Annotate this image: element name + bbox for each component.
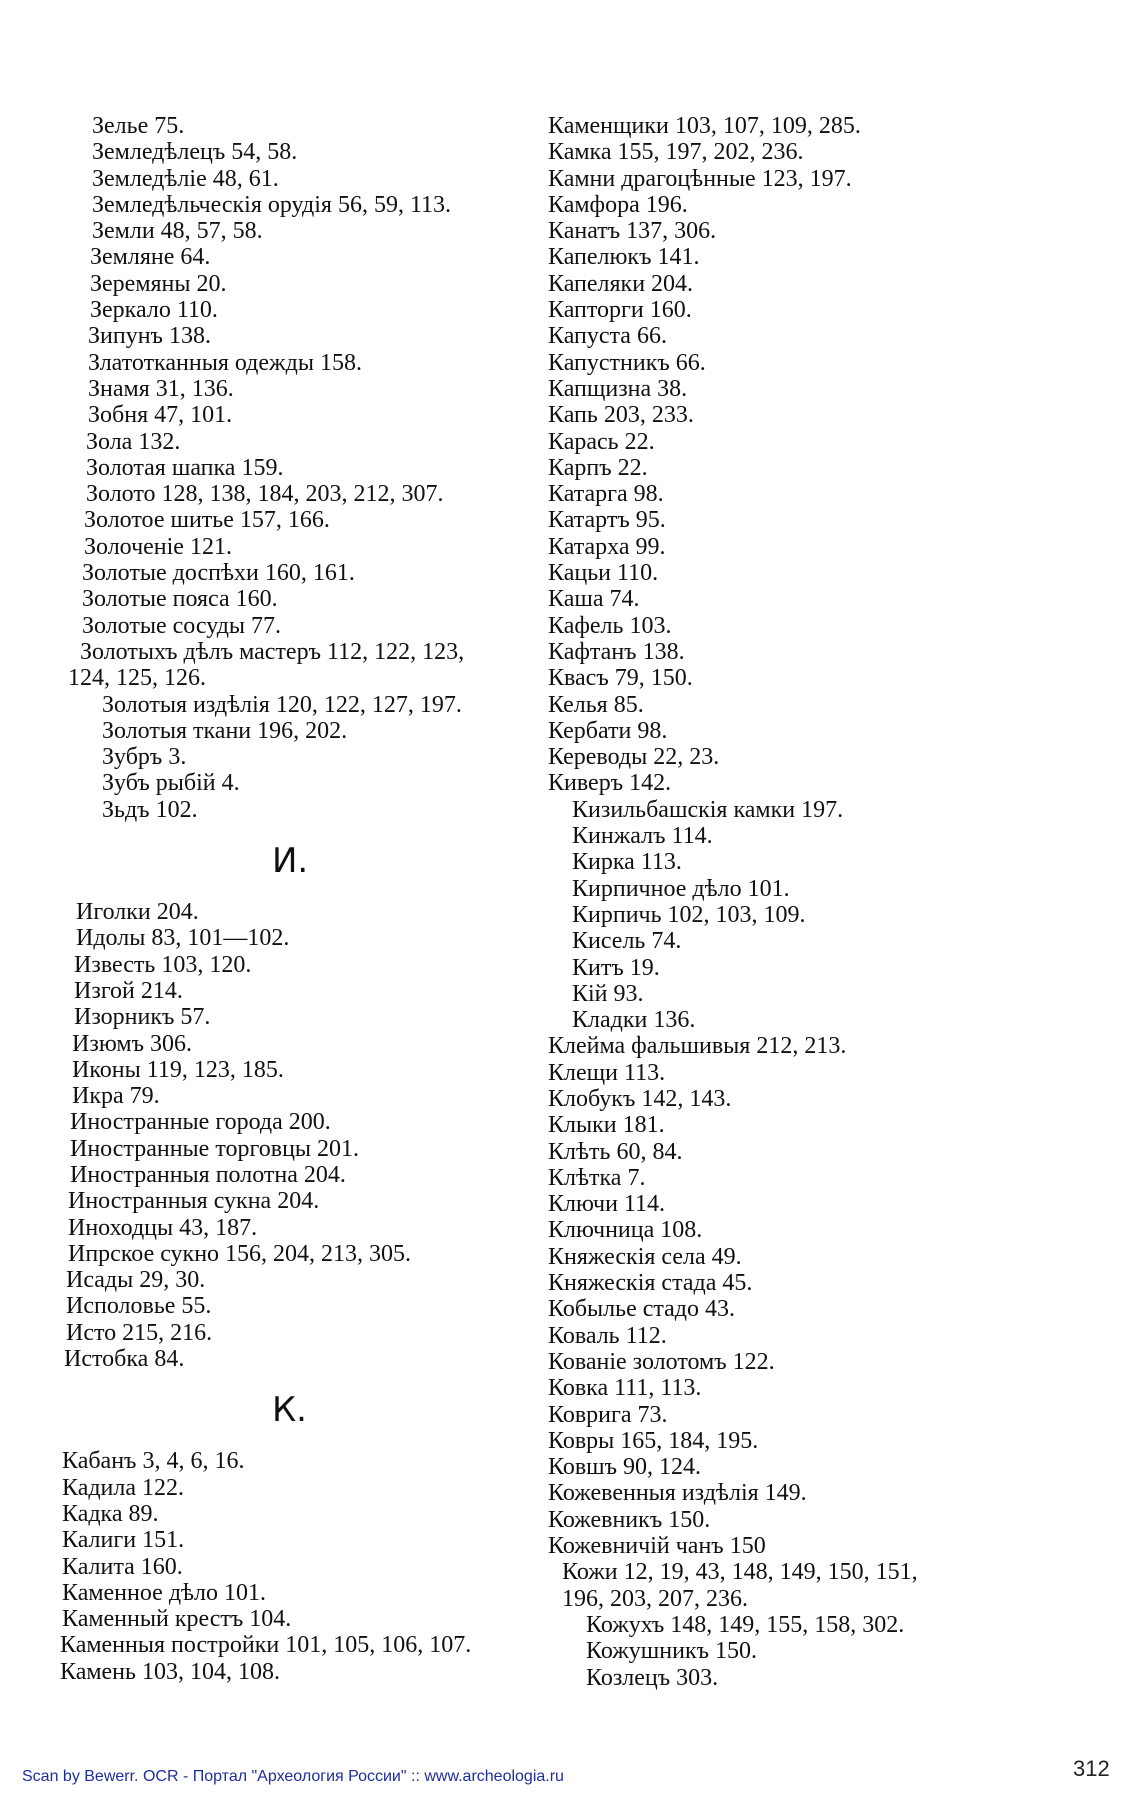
index-entry: Камень 103, 104, 108. [60, 1658, 280, 1685]
page-number: 312 [1073, 1756, 1110, 1781]
index-entry: Золоченіе 121. [84, 533, 232, 560]
index-entry: Кирпичь 102, 103, 109. [572, 901, 806, 928]
index-entry: Капторги 160. [548, 297, 692, 324]
index-entry: Зеремяны 20. [90, 270, 227, 297]
index-entry: Земляне 64. [90, 244, 211, 271]
index-entry: Зубръ 3. [102, 744, 187, 771]
index-entry: Калиги 151. [62, 1527, 185, 1554]
index-entry: Капелюкъ 141. [548, 244, 700, 271]
index-entry: Кадка 89. [62, 1500, 159, 1527]
index-entry: Калита 160. [62, 1553, 183, 1580]
index-entry: Кладки 136. [572, 1007, 696, 1034]
index-entry: Каменщики 103, 107, 109, 285. [548, 113, 861, 139]
index-entry: Ковры 165, 184, 195. [548, 1427, 759, 1454]
index-entry: Зелье 75. [92, 113, 185, 139]
index-entry: Икра 79. [72, 1083, 160, 1110]
index-entry: Златотканныя одежды 158. [88, 349, 362, 376]
index-entry: Истобка 84. [64, 1346, 185, 1373]
index-entry: Знамя 31, 136. [88, 375, 234, 402]
index-entry: Изорникъ 57. [74, 1004, 211, 1031]
index-entry: Кисель 74. [572, 928, 682, 955]
index-entry: Каменныя постройки 101, 105, 106, 107. [60, 1632, 472, 1659]
index-entry: Кафель 103. [548, 612, 672, 639]
index-entry: Зипунъ 138. [88, 323, 211, 350]
index-entry: Кожевникъ 150. [548, 1506, 711, 1533]
index-entry: Кизильбашскія камки 197. [572, 796, 844, 823]
index-entry: Исполовье 55. [66, 1293, 212, 1320]
index-entry: Золотая шапка 159. [86, 454, 284, 481]
index-column-right [548, 113, 1108, 1691]
index-entry: Клѣтка 7. [548, 1164, 646, 1191]
index-entry: Клыки 181. [548, 1112, 665, 1139]
index-entry: Княжескія села 49. [548, 1243, 742, 1270]
index-entry: Кожевничій чанъ 150 [548, 1533, 766, 1560]
index-entry: Иноходцы 43, 187. [68, 1214, 258, 1241]
index-entry: Камфора 196. [548, 191, 688, 218]
index-entry: Кирпичное дѣло 101. [572, 875, 790, 902]
index-entry: Иностранные города 200. [70, 1109, 331, 1136]
index-entry: Камка 155, 197, 202, 236. [548, 139, 804, 166]
index-entry: Земледѣльческія орудія 56, 59, 113. [92, 191, 452, 218]
index-column-left [62, 113, 542, 1685]
index-entry: Ковка 111, 113. [548, 1375, 702, 1402]
index-entry: Клобукъ 142, 143. [548, 1085, 732, 1112]
index-entry: Зьдъ 102. [102, 796, 198, 823]
index-entry: Золотыхъ дѣлъ мастеръ 112, 122, 123, [80, 638, 465, 665]
index-entry: Кадила 122. [62, 1474, 185, 1501]
index-entry: Козлецъ 303. [586, 1664, 719, 1691]
index-entry: Золотыя издѣлія 120, 122, 127, 197. [102, 691, 462, 718]
index-entry: Ковшъ 90, 124. [548, 1454, 702, 1481]
index-entry: Золотое шитье 157, 166. [84, 507, 330, 534]
index-entry: Иголки 204. [76, 899, 199, 926]
index-entry: Каша 74. [548, 586, 640, 613]
index-entry: Кожевенныя издѣлія 149. [548, 1480, 807, 1507]
index-entry: Капуста 66. [548, 323, 667, 350]
index-entry: Клещи 113. [548, 1059, 666, 1086]
index-entry: Кобылье стадо 43. [548, 1296, 736, 1323]
index-entry: Катартъ 95. [548, 507, 666, 534]
index-entry: Камни драгоцѣнные 123, 197. [548, 165, 852, 192]
index-entry: Иностранныя сукна 204. [68, 1188, 320, 1215]
index-entry: Китъ 19. [572, 954, 660, 981]
index-entry: Ключница 108. [548, 1217, 703, 1244]
section-heading-i: И. [272, 841, 309, 882]
index-entry: 196, 203, 207, 236. [562, 1585, 748, 1612]
index-entry: Кафтанъ 138. [548, 638, 685, 665]
index-entry: Кабанъ 3, 4, 6, 16. [62, 1448, 245, 1475]
index-entry: Ключи 114. [548, 1191, 666, 1218]
index-entry: Кацьи 110. [548, 560, 659, 587]
index-entry: Каменный крестъ 104. [62, 1606, 292, 1633]
index-entry: Золотые пояса 160. [82, 586, 278, 613]
index-entry: Кереводы 22, 23. [548, 744, 720, 771]
index-entry: Клѣть 60, 84. [548, 1138, 683, 1165]
source-credit: Scan by Bewerr. OCR - Портал "Археология России" :: www.archeologia.ru [22, 1768, 564, 1785]
index-entry: Кожи 12, 19, 43, 148, 149, 150, 151, [562, 1559, 918, 1586]
section-heading-k: К. [272, 1390, 307, 1431]
index-entry: Киверъ 142. [548, 770, 672, 797]
index-entry: Кирка 113. [572, 849, 682, 876]
index-entry: Капь 203, 233. [548, 402, 694, 429]
index-entry: Карась 22. [548, 428, 655, 455]
index-entry: Кинжалъ 114. [572, 823, 713, 850]
index-entry: Иконы 119, 123, 185. [72, 1056, 284, 1083]
index-entry: Идолы 83, 101—102. [76, 925, 290, 952]
index-entry: Канатъ 137, 306. [548, 218, 717, 245]
index-entry: Келья 85. [548, 691, 644, 718]
index-entry: 124, 125, 126. [68, 665, 206, 692]
index-entry: Квасъ 79, 150. [548, 665, 693, 692]
index-entry: Иностранныя полотна 204. [70, 1161, 346, 1188]
index-entry: Катарга 98. [548, 481, 664, 508]
index-entry: Капустникъ 66. [548, 349, 706, 376]
index-entry: Клейма фальшивыя 212, 213. [548, 1033, 847, 1060]
index-entry: Золотыя ткани 196, 202. [102, 717, 348, 744]
index-entry: Золотые доспѣхи 160, 161. [82, 560, 355, 587]
index-entry: Изгой 214. [74, 977, 183, 1004]
index-entry: Кербати 98. [548, 717, 668, 744]
index-entry: Земледѣліе 48, 61. [92, 165, 279, 192]
index-entry: Кожушникъ 150. [586, 1638, 758, 1665]
index-entry: Коврига 73. [548, 1401, 668, 1428]
entry-group-k [62, 1448, 542, 1685]
index-entry: Кій 93. [572, 980, 644, 1007]
index-entry: Капщизна 38. [548, 375, 688, 402]
index-entry: Зеркало 110. [90, 297, 218, 324]
index-entry: Зубъ рыбій 4. [102, 770, 240, 797]
index-entry: Изюмъ 306. [72, 1030, 193, 1057]
index-entry: Кожухъ 148, 149, 155, 158, 302. [586, 1611, 905, 1638]
index-entry: Карпъ 22. [548, 454, 648, 481]
index-entry: Капеляки 204. [548, 270, 694, 297]
index-entry: Земледѣлецъ 54, 58. [92, 139, 298, 166]
index-entry: Земли 48, 57, 58. [92, 218, 263, 245]
index-entry: Кованіе золотомъ 122. [548, 1348, 775, 1375]
index-entry: Ипрское сукно 156, 204, 213, 305. [68, 1240, 412, 1267]
index-entry: Коваль 112. [548, 1322, 667, 1349]
index-entry: Золото 128, 138, 184, 203, 212, 307. [86, 481, 444, 508]
index-entry: Известь 103, 120. [74, 951, 252, 978]
index-entry: Исто 215, 216. [66, 1319, 213, 1346]
index-entry: Каменное дѣло 101. [62, 1579, 267, 1606]
entry-group-z [62, 113, 542, 823]
index-entry: Иностранные торговцы 201. [70, 1135, 360, 1162]
index-entry: Исады 29, 30. [66, 1267, 206, 1294]
index-entry: Княжескія стада 45. [548, 1270, 753, 1297]
entry-group-i [62, 899, 542, 1372]
index-entry: Катарха 99. [548, 533, 666, 560]
index-entry: Золотые сосуды 77. [82, 612, 282, 639]
index-entry: Зола 132. [86, 428, 181, 455]
index-entry: Зобня 47, 101. [88, 402, 233, 429]
